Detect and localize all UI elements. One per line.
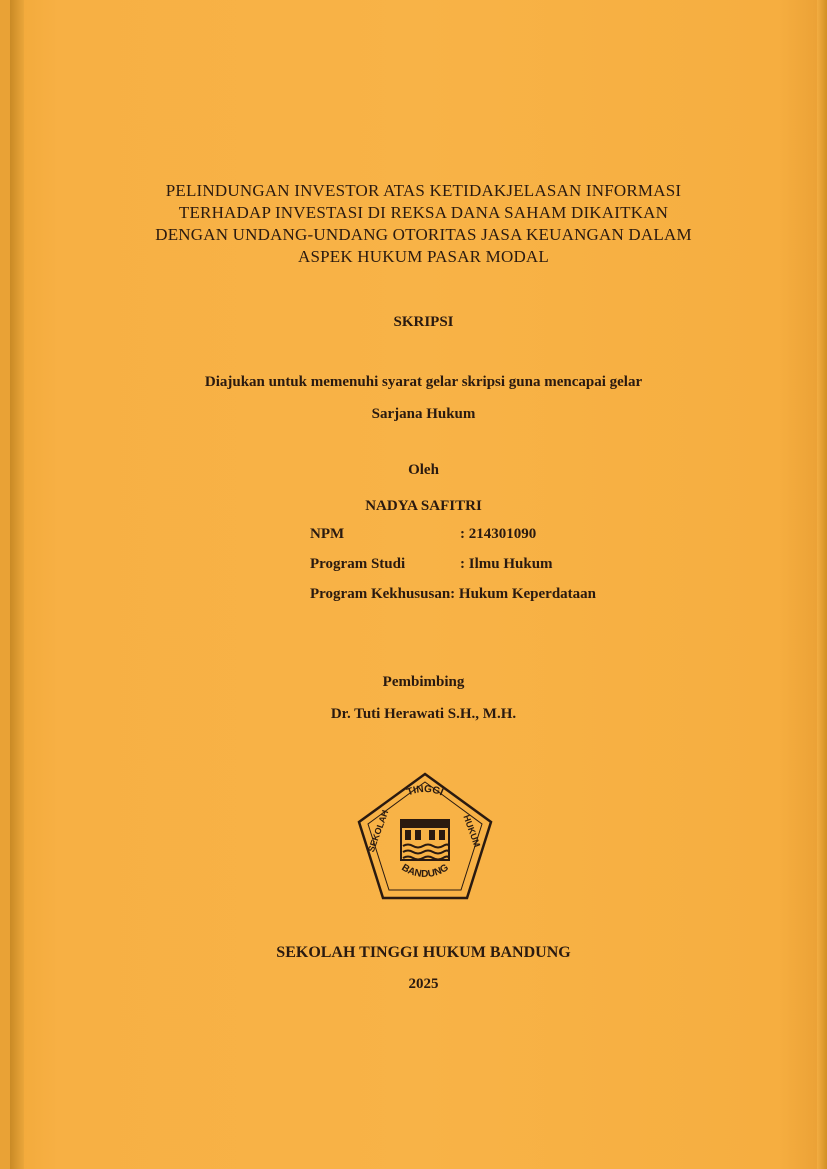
institution-name: SEKOLAH TINGGI HUKUM BANDUNG (276, 944, 571, 961)
npm-value: : 214301090 (460, 526, 537, 542)
study-program-value: : Ilmu Hukum (460, 556, 553, 572)
svg-text:TINGGI (405, 784, 445, 799)
by-label: Oleh (408, 462, 439, 478)
title-line-1: PELINDUNGAN INVESTOR ATAS KETIDAKJELASAN INFORMASI (165, 181, 682, 200)
author-name: NADYA SAFITRI (365, 498, 482, 514)
study-program-label: Program Studi (310, 556, 406, 572)
book-spine (10, 0, 24, 1169)
building-emblem-icon (401, 820, 449, 860)
submission-statement: Diajukan untuk memenuhi syarat gelar skripsi guna mencapai gelar (204, 374, 643, 390)
logo-text-left: SEKOLAH (365, 808, 391, 854)
logo-text-top: TINGGI (405, 783, 445, 799)
study-program-row (310, 556, 553, 573)
specialization-row (310, 586, 596, 603)
title-line-3: DENGAN UNDANG-UNDANG OTORITAS JASA KEUANGAN DALAM (155, 225, 692, 244)
year: 2025 (408, 976, 439, 992)
institution-logo (355, 770, 495, 902)
advisor-name: Dr. Tuti Herawati S.H., M.H. (330, 706, 517, 722)
specialization-label: Program Kekhususan (310, 586, 451, 602)
npm-row (310, 526, 537, 543)
npm-label: NPM (310, 526, 345, 542)
advisor-label: Pembimbing (382, 674, 465, 690)
logo-text-right: HUKUM (461, 813, 483, 849)
thesis-title (10, 180, 827, 268)
document-type: SKRIPSI (393, 314, 454, 330)
logo-text-bottom: BANDUNG (399, 862, 451, 880)
specialization-value: : Hukum Keperdataan (450, 586, 597, 602)
svg-text:BANDUNG (399, 862, 450, 880)
degree-name: Sarjana Hukum (371, 406, 476, 422)
title-line-2: TERHADAP INVESTASI DI REKSA DANA SAHAM DIKAITKAN (178, 203, 669, 222)
title-line-4: ASPEK HUKUM PASAR MODAL (298, 247, 549, 266)
cover-edge (817, 0, 827, 1169)
